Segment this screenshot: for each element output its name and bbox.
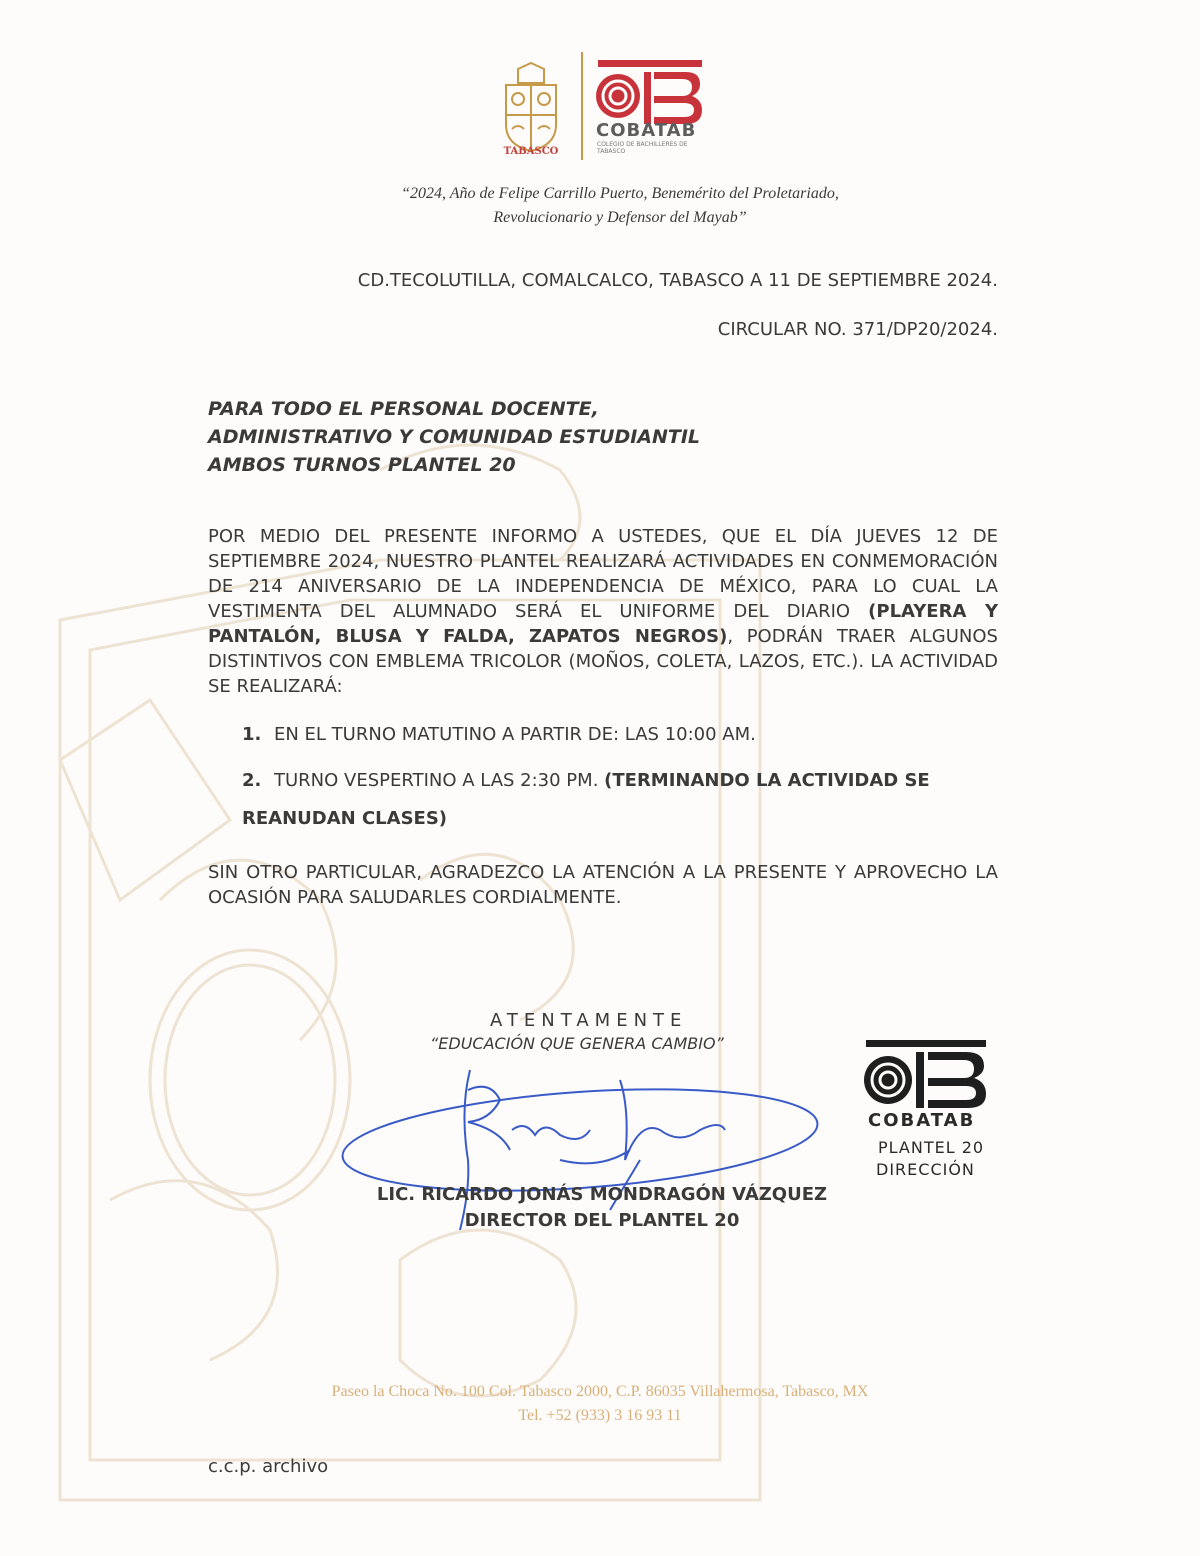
footer-address-line: Paseo la Choca No. 100 Col. Tabasco 2000, C.P. 86035 Villahermosa, Tabasco, MX	[331, 1383, 869, 1400]
footer-address	[240, 1380, 960, 1428]
body-text-part-1: POR MEDIO DEL PRESENTE INFORMO A USTEDES, QUE EL DÍA JUEVES 12 DE SEPTIEMBRE 2024, NUESTRO PLANTEL REALIZARÁ ACTIVIDADES EN CONMEMORACIÓN DE 214 ANIVERSARIO DE LA INDEPENDENCIA DE MÉXICO, PARA LO CUAL LA VESTIMENTA DEL ALUMNADO SERÁ EL UNIFORME DEL DIARIO	[208, 526, 998, 622]
cobatab-logo-icon	[594, 60, 706, 124]
motto-line-1: “2024, Año de Felipe Carrillo Puerto, Benemérito del Proletariado,	[401, 185, 839, 202]
place-date: CD.TECOLUTILLA, COMALCALCO, TABASCO A 11 DE SEPTIEMBRE 2024.	[357, 270, 998, 291]
year-motto	[300, 182, 940, 230]
cobatab-stamp-icon	[862, 1040, 990, 1108]
circular-number: CIRCULAR NO. 371/DP20/2024.	[717, 319, 998, 340]
stamp-wordmark: COBATAB	[868, 1110, 976, 1131]
closing-paragraph: SIN OTRO PARTICULAR, AGRADEZCO LA ATENCIÓN A LA PRESENTE Y APROVECHO LA OCASIÓN PARA SALUDARLES CORDIALMENTE.	[208, 862, 998, 908]
slogan: “EDUCACIÓN QUE GENERA CAMBIO”	[430, 1034, 724, 1053]
motto-line-2: Revolucionario y Defensor del Mayab”	[493, 209, 747, 226]
list-item-number: 1.	[242, 724, 262, 745]
cobatab-fullname: COLEGIO DE BACHILLERES DE TABASCO	[597, 141, 688, 155]
stamp-line-2: DIRECCIÓN	[876, 1160, 975, 1179]
signer-title: DIRECTOR DEL PLANTEL 20	[464, 1210, 740, 1231]
signer-name: LIC. RICARDO JONÁS MONDRAGÓN VÁZQUEZ	[376, 1184, 828, 1205]
stamp-line-1: PLANTEL 20	[878, 1138, 985, 1157]
signer-block	[342, 1182, 862, 1234]
list-item-bold-text: (TERMINANDO LA ACTIVIDAD SE REANUDAN CLASES)	[242, 770, 930, 829]
body-text-bold: (PLAYERA Y PANTALÓN, BLUSA Y FALDA, ZAPATOS NEGROS)	[208, 601, 998, 647]
ccp-note: c.c.p. archivo	[208, 1456, 329, 1477]
list-item-text: TURNO VESPERTINO A LAS 2:30 PM.	[274, 770, 605, 791]
addressee-line-2: ADMINISTRATIVO Y COMUNIDAD ESTUDIANTIL	[208, 426, 701, 448]
list-item	[242, 724, 756, 745]
list-item	[242, 762, 1002, 838]
body-text-part-2: , PODRÁN TRAER ALGUNOS DISTINTIVOS CON EMBLEMA TRICOLOR (MOÑOS, COLETA, LAZOS, ETC.). LA ACTIVIDAD SE REALIZARÁ:	[208, 626, 998, 697]
addressee	[208, 395, 700, 479]
cobatab-wordmark: COBATAB	[596, 120, 697, 141]
logo-divider	[581, 52, 583, 160]
body-paragraph	[208, 524, 998, 699]
addressee-line-3: AMBOS TURNOS PLANTEL 20	[208, 454, 516, 476]
addressee-line-1: PARA TODO EL PERSONAL DOCENTE,	[208, 398, 599, 420]
list-item-text: EN EL TURNO MATUTINO A PARTIR DE: LAS 10:00 AM.	[274, 724, 756, 745]
footer-phone: Tel. +52 (933) 3 16 93 11	[518, 1407, 682, 1424]
list-item-number: 2.	[242, 770, 262, 791]
atentamente-label: ATENTAMENTE	[490, 1010, 688, 1031]
tabasco-label: TABASCO	[503, 146, 559, 157]
